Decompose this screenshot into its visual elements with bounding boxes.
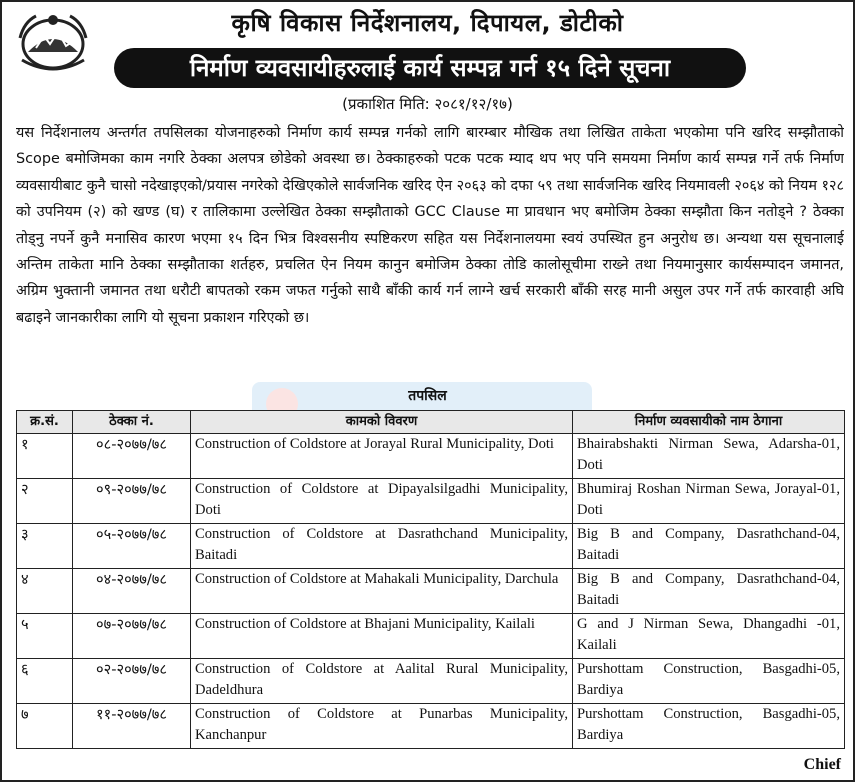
row-sn: ३ bbox=[17, 524, 73, 569]
column-header-contract: ठेक्का नं. bbox=[73, 411, 191, 434]
office-name: कृषि विकास निर्देशनालय, दिपायल, डोटीको bbox=[231, 9, 624, 37]
schedule-header-row bbox=[17, 411, 845, 434]
row-work: Construction of Coldstore at Mahakali Municipality, Darchula bbox=[191, 569, 573, 614]
notice-body: यस निर्देशनालय अन्तर्गत तपसिलका योजनाहरुको निर्माण कार्य सम्पन्न गर्नको लागि बारम्बार मौखिक तथा लिखित ताकेता भएकोमा पनि खरिद सम्झौताको Scope बमोजिमका काम नगरि ठेक्का अलपत्र छोडेको अवस्था छ। ठेक्काहरुको पटक पटक म्याद थप भए पनि समयमा निर्माण कार्य सम्पन्न गर्ने तर्फ निर्माण व्यवसायीबाट कुनै चासो नदेखाइएको/प्रयास नगरेको देखिएकोले सार्वजनिक खरिद ऐन २०६३ को दफा ५९ तथा सार्वजनिक खरिद नियमावली २०६४ को नियम १२८ को उपनियम (२) को खण्ड (घ) र तालिकामा उल्लेखित ठेक्का सम्झौताको GCC Clause मा प्रावधान भए बमोजिम ठेक्का सम्झौता किन नतोड्ने ? ठेक्का तोड्नु नपर्ने कुनै मनासिव कारण भएमा १५ दिन भित्र विश्वसनीय स्पष्टिकरण सहित यस निर्देशनालयमा स्वयं उपस्थित हुन अनुरोध छ। अन्यथा यस सूचनालाई अन्तिम ताकेता मानि ठेक्का सम्झौताका शर्तहरु, प्रचलित ऐन नियम कानुन बमोजिम ठेक्का तोडि कालोसूचीमा राख्ने तथा नियमानुसार कार्यसम्पादन जमानत, अग्रिम भुक्तानी जमानत तथा धरौटी बापतको रकम जफत गर्नुको साथै बाँकी कार्य गर्न लाग्ने खर्च सरकारी बाँकी सरह मानी असुल उपर गर्ने तर्फ कारवाही अघि बढाइने जानकारीका लागि यो सूचना प्रकाशन गरिएको छ। bbox=[16, 125, 844, 326]
row-builder: Purshottam Construction, Basgadhi-05, Bardiya bbox=[573, 659, 845, 704]
row-work: Construction of Coldstore at Bhajani Municipality, Kailali bbox=[191, 614, 573, 659]
table-row bbox=[17, 434, 845, 479]
row-contract-no: ०२-२०७७/७८ bbox=[73, 659, 191, 704]
column-header-work: कामको विवरण bbox=[191, 411, 573, 434]
row-contract-no: ०५-२०७७/७८ bbox=[73, 524, 191, 569]
row-contract-no: ११-२०७७/७८ bbox=[73, 704, 191, 749]
row-sn: ५ bbox=[17, 614, 73, 659]
row-work: Construction of Coldstore at Dipayalsilgadhi Municipality, Doti bbox=[191, 479, 573, 524]
table-row bbox=[17, 704, 845, 749]
row-builder: Big B and Company, Dasrathchand-04, Baitadi bbox=[573, 569, 845, 614]
row-sn: ६ bbox=[17, 659, 73, 704]
row-work: Construction of Coldstore at Dasrathchand Municipality, Baitadi bbox=[191, 524, 573, 569]
row-contract-no: ०४-२०७७/७८ bbox=[73, 569, 191, 614]
row-builder: G and J Nirman Sewa, Dhangadhi -01, Kailali bbox=[573, 614, 845, 659]
row-builder: Bhairabshakti Nirman Sewa, Adarsha-01, Doti bbox=[573, 434, 845, 479]
row-contract-no: ०७-२०७७/७८ bbox=[73, 614, 191, 659]
row-sn: ७ bbox=[17, 704, 73, 749]
table-row bbox=[17, 569, 845, 614]
column-header-sn: क्र.सं. bbox=[17, 411, 73, 434]
row-sn: ४ bbox=[17, 569, 73, 614]
row-builder: Bhumiraj Roshan Nirman Sewa, Jorayal-01, Doti bbox=[573, 479, 845, 524]
table-row bbox=[17, 479, 845, 524]
row-work: Construction of Coldstore at Punarbas Municipality, Kanchanpur bbox=[191, 704, 573, 749]
row-work: Construction of Coldstore at Aalital Rural Municipality, Dadeldhura bbox=[191, 659, 573, 704]
published-date: (प्रकाशित मिति: २०८१/१२/१७) bbox=[342, 95, 513, 113]
schedule-table bbox=[16, 410, 845, 749]
row-contract-no: ०९-२०७७/७८ bbox=[73, 479, 191, 524]
schedule-title: तपसिल bbox=[408, 388, 447, 404]
table-row bbox=[17, 659, 845, 704]
row-sn: २ bbox=[17, 479, 73, 524]
row-contract-no: ०८-२०७७/७८ bbox=[73, 434, 191, 479]
table-row bbox=[17, 524, 845, 569]
row-sn: १ bbox=[17, 434, 73, 479]
row-builder: Big B and Company, Dasrathchand-04, Baitadi bbox=[573, 524, 845, 569]
signatory: Chief bbox=[803, 756, 841, 773]
column-header-builder: निर्माण व्यवसायीको नाम ठेगाना bbox=[573, 411, 845, 434]
row-work: Construction of Coldstore at Jorayal Rural Municipality, Doti bbox=[191, 434, 573, 479]
table-row bbox=[17, 614, 845, 659]
notice-title: निर्माण व्यवसायीहरुलाई कार्य सम्पन्न गर्न १५ दिने सूचना bbox=[114, 48, 746, 88]
row-builder: Purshottam Construction, Basgadhi-05, Bardiya bbox=[573, 704, 845, 749]
